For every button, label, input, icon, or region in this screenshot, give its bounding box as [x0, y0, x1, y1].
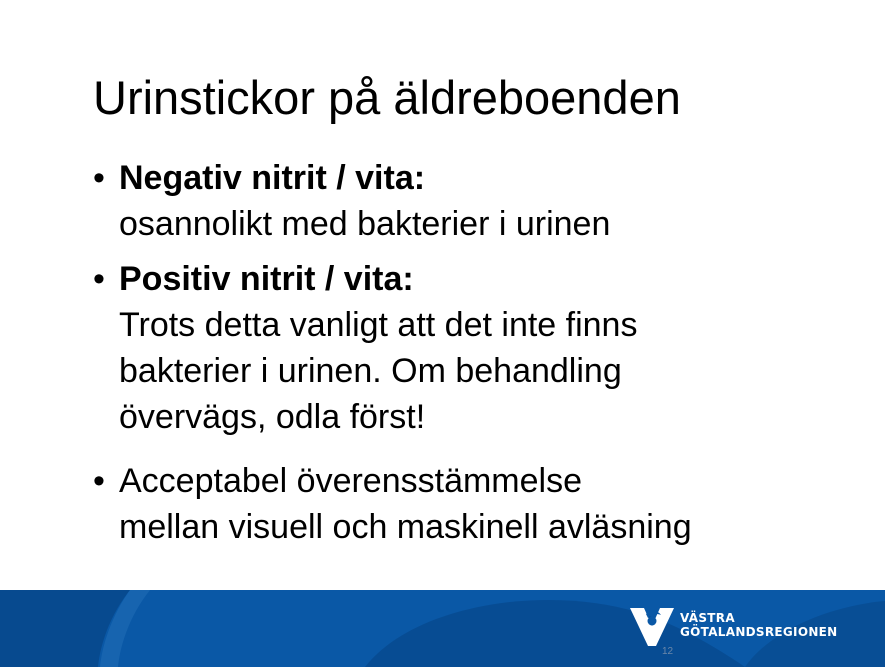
bullet-marker: • [93, 462, 105, 500]
bullet-line: bakterier i urinen. Om behandling [119, 352, 622, 390]
footer-band [0, 590, 885, 667]
bullet-line: Acceptabel överensstämmelse [119, 462, 583, 500]
bullet-heading: Positiv nitrit / vita: [119, 260, 414, 298]
logo-line-2: GÖTALANDSREGIONEN [680, 625, 838, 639]
bullet-text [119, 458, 849, 550]
vgr-logo-mark-icon [628, 604, 676, 648]
bullet-text [119, 256, 849, 440]
bullet-line: övervägs, odla först! [119, 398, 426, 436]
bullet-text [119, 155, 849, 247]
bullet-marker: • [93, 159, 105, 197]
slide-title: Urinstickor på äldreboenden [93, 71, 681, 124]
bullet-heading: Negativ nitrit / vita: [119, 159, 426, 197]
bullet-line: mellan visuell och maskinell avläsning [119, 508, 692, 546]
bullet-marker: • [93, 260, 105, 298]
logo-line-1: VÄSTRA [680, 611, 735, 625]
bullet-line: Trots detta vanligt att det inte finns [119, 306, 638, 344]
vgr-logo [628, 604, 868, 650]
bullet-line: osannolikt med bakterier i urinen [119, 205, 611, 243]
page-number: 12 [662, 646, 674, 657]
vgr-logo-text [680, 611, 838, 639]
